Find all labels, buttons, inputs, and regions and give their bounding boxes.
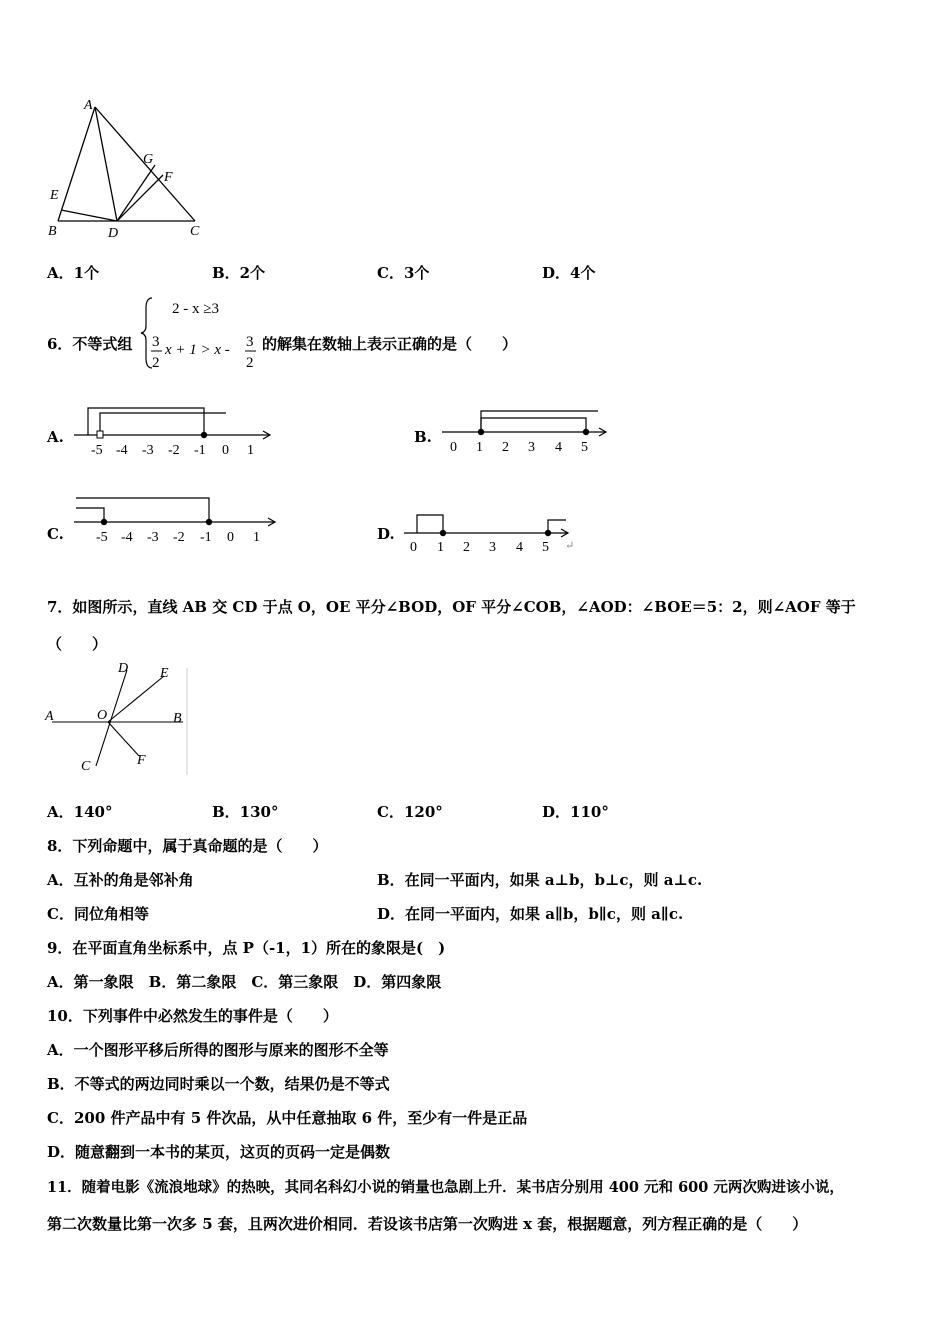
q9-options[interactable]: A．第一象限 B．第二象限 C．第三象限 D．第四象限 <box>47 973 442 991</box>
return-mark: ↵ <box>565 540 575 552</box>
tick-b-1: 1 <box>476 440 483 455</box>
tick-c-0: -5 <box>96 530 108 545</box>
q6-frac1-den: 2 <box>152 355 160 371</box>
tick-b-0: 0 <box>450 440 457 455</box>
tick-a-4: -1 <box>194 443 206 458</box>
q6-inequality-system <box>138 292 263 374</box>
tick-d-4: 4 <box>516 540 523 555</box>
tick-b-2: 2 <box>502 440 509 455</box>
tick-d-3: 3 <box>489 540 496 555</box>
tick-a-5: 0 <box>222 443 229 458</box>
q8-option-a[interactable]: A．互补的角是邻补角 <box>47 871 194 889</box>
q8-option-d[interactable]: D．在同一平面内，如果 a∥b，b∥c，则 a∥c. <box>377 905 684 923</box>
number-line-d <box>400 505 590 555</box>
q10-option-d[interactable]: D．随意翻到一本书的某页，这页的页码一定是偶数 <box>47 1143 391 1161</box>
q6-option-b[interactable]: B. <box>414 428 432 446</box>
tick-c-2: -3 <box>147 530 159 545</box>
q7-option-a[interactable]: A．140° <box>47 803 113 821</box>
label-a: A <box>45 709 54 724</box>
tick-a-2: -3 <box>142 443 154 458</box>
q6-option-c[interactable]: C. <box>47 525 64 543</box>
label-o: O <box>97 708 108 723</box>
tick-b-4: 4 <box>555 440 562 455</box>
tick-c-6: 1 <box>253 530 260 545</box>
tick-c-5: 0 <box>227 530 234 545</box>
label-c: C <box>190 224 200 239</box>
q11-line1: 11．随着电影《流浪地球》的热映，其同名科幻小说的销量也急剧上升．某书店分别用 400 元和 600 元两次购进该小说， <box>47 1179 844 1196</box>
q7-option-b[interactable]: B．130° <box>212 803 279 821</box>
tick-a-1: -4 <box>116 443 128 458</box>
number-line-c <box>70 490 280 552</box>
label-b: B <box>48 224 57 239</box>
q6-option-a[interactable]: A. <box>47 428 64 446</box>
label-d: D <box>118 661 129 676</box>
tick-a-0: -5 <box>91 443 103 458</box>
number-line-a <box>70 400 280 462</box>
tick-b-5: 5 <box>581 440 588 455</box>
q6-frac2-num: 3 <box>246 334 254 350</box>
label-f: F <box>164 170 173 185</box>
tick-d-0: 0 <box>410 540 417 555</box>
q5-option-c[interactable]: C．3个 <box>377 264 430 282</box>
q6-suffix: 的解集在数轴上表示正确的是（ ） <box>262 335 518 353</box>
q6-prefix: 6．不等式组 <box>47 335 133 353</box>
triangle-figure <box>40 95 210 245</box>
tick-c-4: -1 <box>200 530 212 545</box>
q8-stem: 8．下列命题中，属于真命题的是（ ） <box>47 837 328 855</box>
tick-a-6: 1 <box>247 443 254 458</box>
q10-option-b[interactable]: B．不等式的两边同时乘以一个数，结果仍是不等式 <box>47 1075 390 1093</box>
q5-option-a[interactable]: A．1个 <box>47 264 100 282</box>
q5-option-d[interactable]: D．4个 <box>542 264 596 282</box>
tick-c-3: -2 <box>173 530 185 545</box>
q7-option-c[interactable]: C．120° <box>377 803 443 821</box>
q6-mid: x + 1 > x - <box>165 342 230 358</box>
tick-d-1: 1 <box>437 540 444 555</box>
q8-option-c[interactable]: C．同位角相等 <box>47 905 149 923</box>
tick-c-1: -4 <box>121 530 133 545</box>
lines-figure <box>40 660 190 775</box>
tick-a-3: -2 <box>168 443 180 458</box>
q11-line2: 第二次数量比第一次多 5 套，且两次进价相同．若设该书店第一次购进 x 套，根据题意，列方程正确的是（ ） <box>47 1215 808 1233</box>
q6-option-d[interactable]: D. <box>377 525 395 543</box>
q6-frac2-den: 2 <box>246 355 254 371</box>
q8-option-b[interactable]: B．在同一平面内，如果 a⊥b，b⊥c，则 a⊥c. <box>377 871 703 889</box>
q10-stem: 10．下列事件中必然发生的事件是（ ） <box>47 1007 338 1025</box>
tick-d-2: 2 <box>463 540 470 555</box>
q10-option-a[interactable]: A．一个图形平移后所得的图形与原来的图形不全等 <box>47 1041 389 1059</box>
q6-ineq1: 2 - x ≥3 <box>172 301 219 317</box>
q7-paren: （ ） <box>47 635 108 653</box>
label-b: B <box>173 711 182 726</box>
number-line-b <box>438 400 613 462</box>
q7-stem: 7．如图所示，直线 AB 交 CD 于点 O，OE 平分∠BOD，OF 平分∠COB，∠AOD：∠BOE＝5：2，则∠AOF 等于 <box>47 598 856 616</box>
label-d: D <box>108 226 119 241</box>
q9-stem: 9．在平面直角坐标系中，点 P（-1，1）所在的象限是( ) <box>47 939 446 957</box>
q10-option-c[interactable]: C．200 件产品中有 5 件次品，从中任意抽取 6 件，至少有一件是正品 <box>47 1109 528 1127</box>
label-e: E <box>160 666 169 681</box>
label-c: C <box>81 759 91 774</box>
q5-option-b[interactable]: B．2个 <box>212 264 266 282</box>
q7-option-d[interactable]: D．110° <box>542 803 609 821</box>
q6-frac1-num: 3 <box>152 334 160 350</box>
tick-b-3: 3 <box>528 440 535 455</box>
label-f: F <box>137 753 146 768</box>
label-a: A <box>84 98 93 113</box>
label-g: G <box>143 152 154 167</box>
tick-d-5: 5 <box>542 540 549 555</box>
label-e: E <box>50 188 59 203</box>
